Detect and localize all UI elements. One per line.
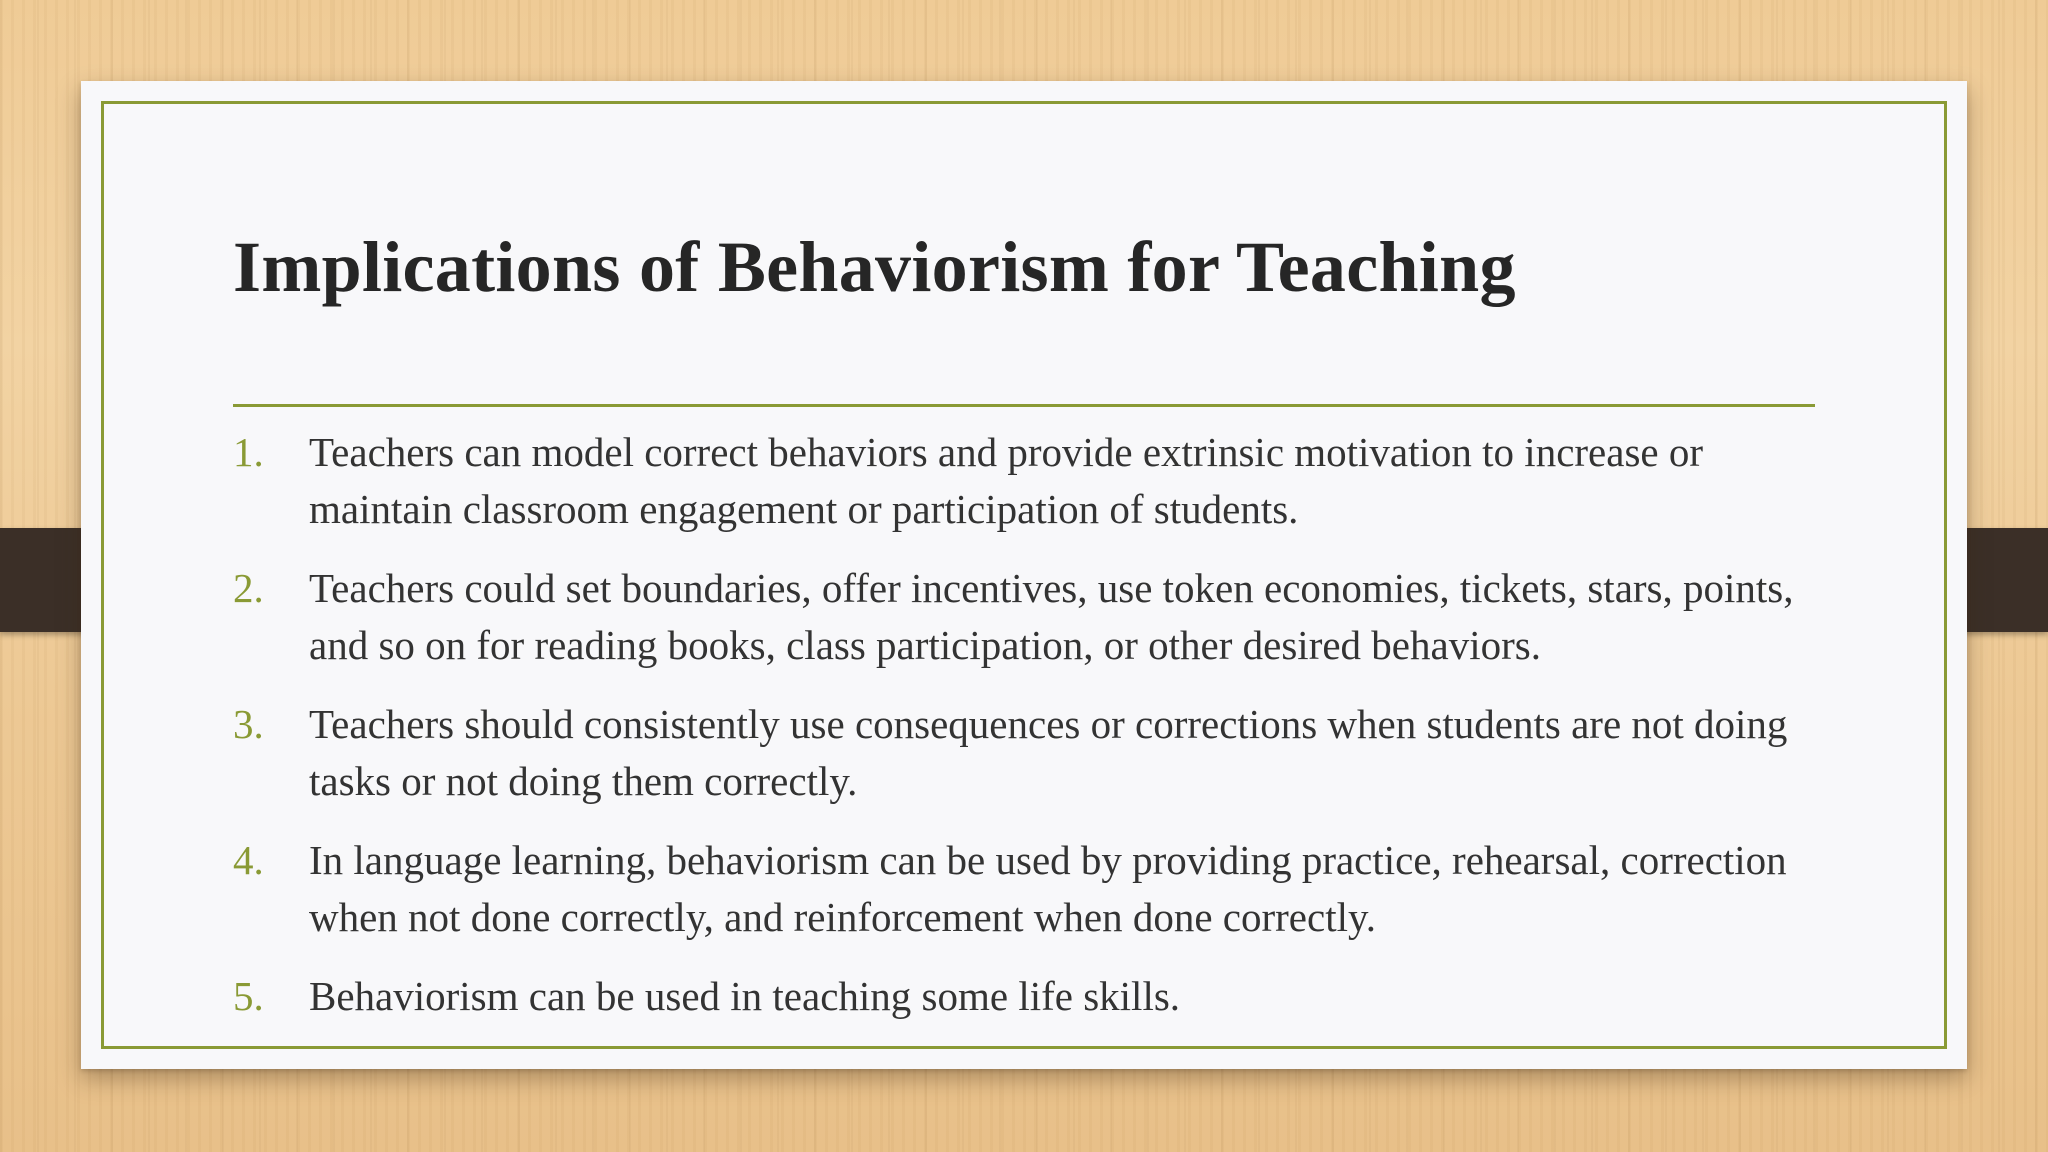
- list-item: [233, 968, 1833, 1025]
- list-item-text: Teachers should consistently use consequences or corrections when students are not doing tasks or not doing them correctly.: [309, 701, 1788, 804]
- list-item-number: 3.: [233, 701, 264, 747]
- list-item: [233, 424, 1833, 538]
- list-item-text: Teachers could set boundaries, offer incentives, use token economies, tickets, stars, points, and so on for reading books, class participation, or other desired behaviors.: [309, 565, 1794, 668]
- list-item-text: Teachers can model correct behaviors and provide extrinsic motivation to increase or maintain classroom engagement or participation of students.: [309, 429, 1703, 532]
- list-item: [233, 560, 1833, 674]
- slide-title: Implications of Behaviorism for Teaching: [233, 227, 1516, 307]
- title-divider: [233, 404, 1815, 407]
- list-item-text: In language learning, behaviorism can be used by providing practice, rehearsal, correction when not done correctly, and reinforcement when done correctly.: [309, 837, 1787, 940]
- list-item-number: 2.: [233, 565, 264, 611]
- list-item-text: Behaviorism can be used in teaching some life skills.: [309, 973, 1181, 1019]
- numbered-list: [233, 424, 1833, 1047]
- list-item-number: 5.: [233, 973, 264, 1019]
- list-item: [233, 832, 1833, 946]
- list-item: [233, 696, 1833, 810]
- list-item-number: 4.: [233, 837, 264, 883]
- list-item-number: 1.: [233, 429, 264, 475]
